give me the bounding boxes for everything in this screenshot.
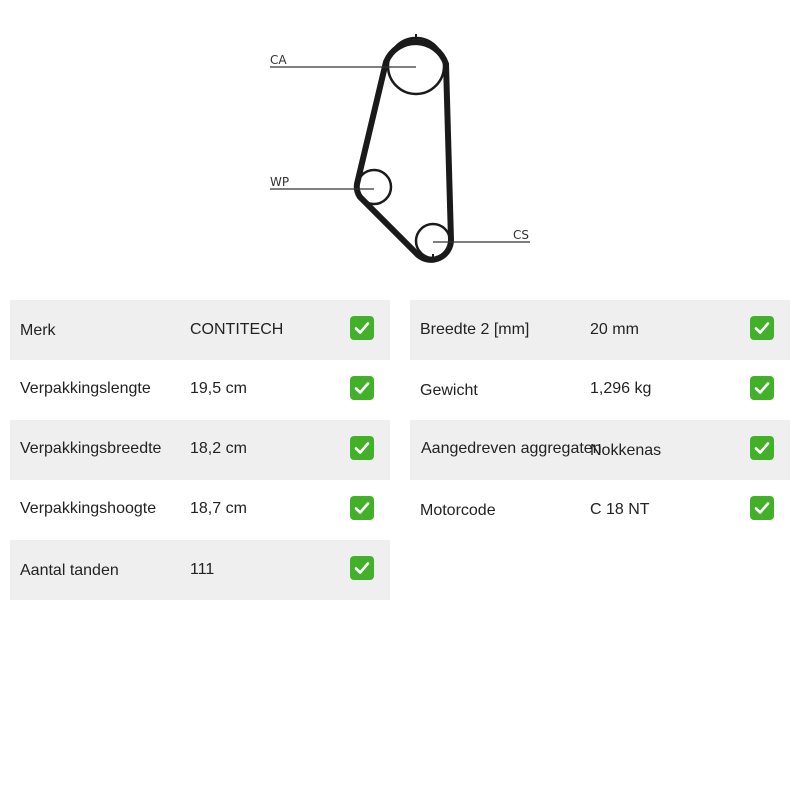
timing-belt xyxy=(357,42,451,260)
spec-label: Verpakkingslengte xyxy=(20,380,151,397)
spec-value: 111 xyxy=(190,561,215,578)
check-mark-icon xyxy=(750,496,774,520)
wp-label: WP xyxy=(270,175,290,189)
spec-value: Nokkenas xyxy=(590,442,662,459)
table-row xyxy=(10,480,390,540)
check-mark-icon xyxy=(750,436,774,460)
check-mark-icon xyxy=(350,496,374,520)
spec-value: 18,2 cm xyxy=(190,440,247,457)
table-row xyxy=(10,360,390,420)
table-row xyxy=(410,300,790,360)
spec-label: Aantal tanden xyxy=(20,562,119,579)
spec-value: 18,7 cm xyxy=(190,500,247,517)
belt-routing-diagram xyxy=(0,0,800,280)
spec-label: Merk xyxy=(20,322,56,339)
ca-label: CA xyxy=(270,53,287,67)
belt-diagram-svg xyxy=(0,0,800,280)
specs-table-left xyxy=(10,300,390,600)
spec-label: Verpakkingsbreedte xyxy=(20,440,162,457)
table-row xyxy=(10,540,390,600)
check-mark-icon xyxy=(350,316,374,340)
check-mark-icon xyxy=(350,436,374,460)
cs-label: CS xyxy=(513,228,529,242)
table-row xyxy=(10,300,390,360)
check-mark-icon xyxy=(350,376,374,400)
spec-label: Breedte 2 [mm] xyxy=(420,321,530,338)
table-row xyxy=(410,480,790,540)
check-mark-icon xyxy=(750,376,774,400)
specs-table-right xyxy=(410,300,790,540)
table-row xyxy=(410,360,790,420)
spec-label: Motorcode xyxy=(420,502,496,519)
spec-label: Aangedreven aggregaten xyxy=(421,440,602,457)
check-mark-icon xyxy=(350,556,374,580)
spec-label: Gewicht xyxy=(420,382,478,399)
spec-value: 1,296 kg xyxy=(590,380,652,397)
spec-value: 20 mm xyxy=(590,321,639,338)
water-pump-pulley xyxy=(357,170,391,204)
table-row xyxy=(10,420,390,480)
camshaft-pulley xyxy=(388,38,444,94)
check-mark-icon xyxy=(750,316,774,340)
spec-label: Verpakkingshoogte xyxy=(20,500,157,517)
spec-value: CONTITECH xyxy=(190,321,284,338)
table-row xyxy=(410,420,790,480)
crankshaft-pulley xyxy=(416,224,450,258)
spec-value: 19,5 cm xyxy=(190,380,247,397)
spec-value: C 18 NT xyxy=(590,501,650,518)
